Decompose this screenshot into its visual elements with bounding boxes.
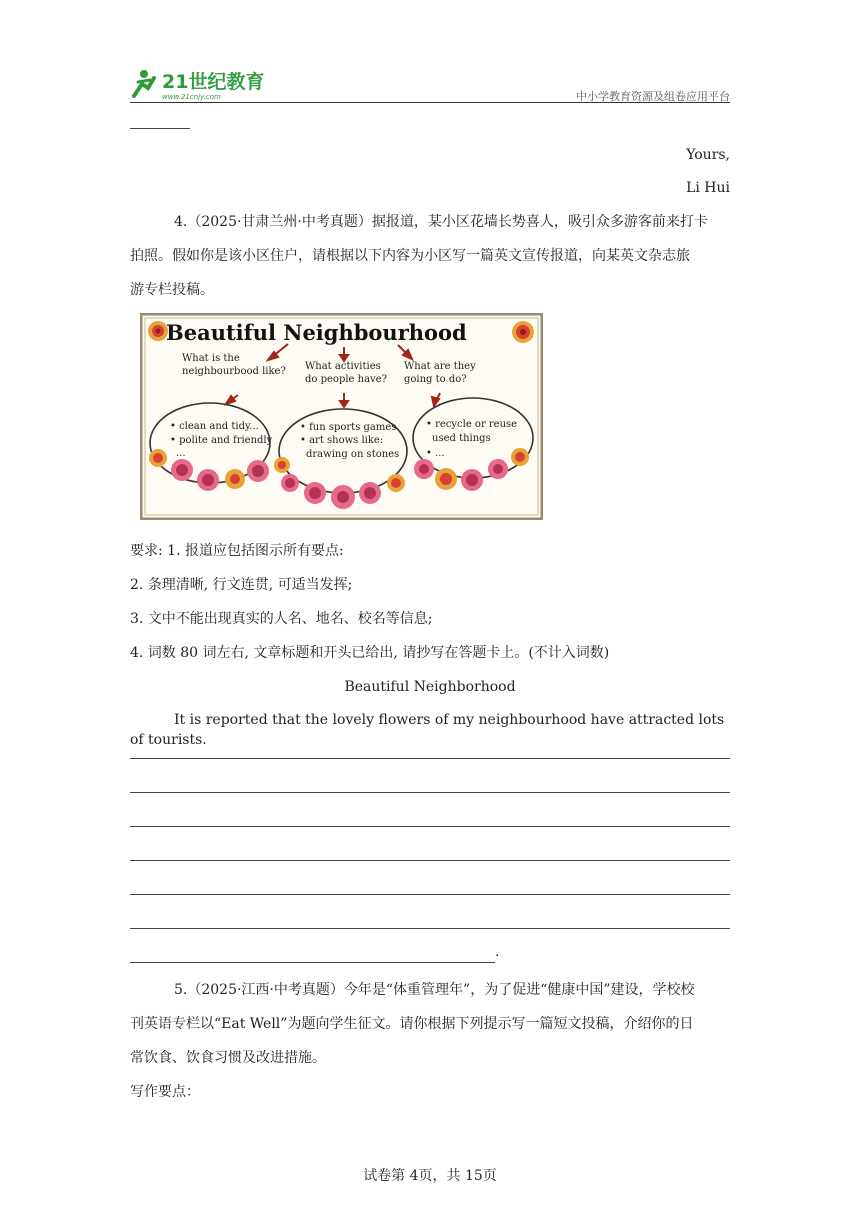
- poster-q3-line1: What are they: [404, 361, 476, 372]
- rose-icon: [512, 321, 534, 343]
- poster-b2-line3: drawing on stones: [306, 449, 400, 460]
- q4-intro-line3: 游专栏投稿。: [130, 282, 214, 298]
- neighbourhood-poster: [140, 313, 543, 520]
- q4-requirement-3: 3. 文中不能出现真实的人名、地名、校名等信息;: [130, 611, 433, 627]
- logo-url: www.21cnjy.com: [162, 93, 221, 101]
- logo-text: 21世纪教育: [162, 71, 265, 93]
- writing-line: [130, 894, 730, 895]
- site-logo: [128, 66, 278, 102]
- writing-line: [130, 758, 730, 759]
- header-right-text: 中小学教育资源及组卷应用平台: [576, 90, 730, 103]
- poster-b3-line3: • ...: [426, 448, 445, 459]
- q5-line2: 刊英语专栏以“Eat Well”为题向学生征文。请你根据下列提示写一篇短文投稿，介绍你的日: [130, 1016, 694, 1032]
- poster-b2-line2: • art shows like:: [300, 435, 384, 446]
- poster-b1-line1: • clean and tidy...: [170, 421, 259, 432]
- q4-intro-line2: 拍照。假如你是该小区住户，请根据以下内容为小区写一篇英文宣传报道，向某英文杂志旅: [130, 248, 690, 264]
- q5-line4: 写作要点：: [130, 1084, 200, 1100]
- poster-title: Beautiful Neighbourhood: [166, 320, 467, 345]
- poster-b3-line2: used things: [432, 433, 491, 444]
- letter-closing: Yours,: [686, 147, 730, 163]
- poster-b2-line1: • fun sports games: [300, 422, 397, 433]
- poster-q3-line2: going to do?: [404, 374, 467, 385]
- poster-b1-line2: • polite and friendly: [170, 435, 273, 446]
- writing-line: [130, 826, 730, 827]
- writing-line: [130, 928, 730, 929]
- rose-icon: [148, 321, 168, 341]
- writing-end-mark: .: [495, 944, 500, 960]
- poster-q1-line2: neighbourbood like?: [182, 366, 286, 377]
- q5-line3: 常饮食、饮食习惯及改进措施。: [130, 1050, 326, 1066]
- q4-intro-line1: 4.（2025·甘肃兰州·中考真题）据报道，某小区花墙长势喜人，吸引众多游客前来打卡: [174, 214, 708, 230]
- writing-line: [130, 860, 730, 861]
- poster-q1-line1: What is the: [182, 353, 240, 364]
- poster-b1-line3: ...: [176, 448, 186, 459]
- q4-requirement-1: 要求: 1. 报道应包括图示所有要点:: [130, 543, 344, 559]
- poster-q2-line2: do people have?: [305, 374, 387, 385]
- header-divider: [130, 102, 730, 103]
- writing-line: [130, 962, 495, 963]
- answer-line-short: [130, 128, 190, 129]
- page-number: 试卷第 4页，共 15页: [363, 1168, 497, 1184]
- q4-requirement-4: 4. 词数 80 词左右, 文章标题和开头已给出, 请抄写在答题卡上。(不计入词数): [130, 645, 610, 661]
- poster-q2-line1: What activities: [305, 361, 381, 372]
- q5-line1: 5.（2025·江西·中考真题）今年是“体重管理年”，为了促进“健康中国”建设，学校校: [174, 982, 695, 998]
- essay-title: Beautiful Neighborhood: [344, 679, 516, 695]
- q4-requirement-2: 2. 条理清晰, 行文连贯, 可适当发挥;: [130, 577, 353, 593]
- letter-signature: Li Hui: [686, 180, 730, 196]
- essay-opening: It is reported that the lovely flowers of my neighbourhood have attracted lots of tourists.: [130, 712, 725, 748]
- poster-b3-line1: • recycle or reuse: [426, 419, 518, 430]
- writing-line: [130, 792, 730, 793]
